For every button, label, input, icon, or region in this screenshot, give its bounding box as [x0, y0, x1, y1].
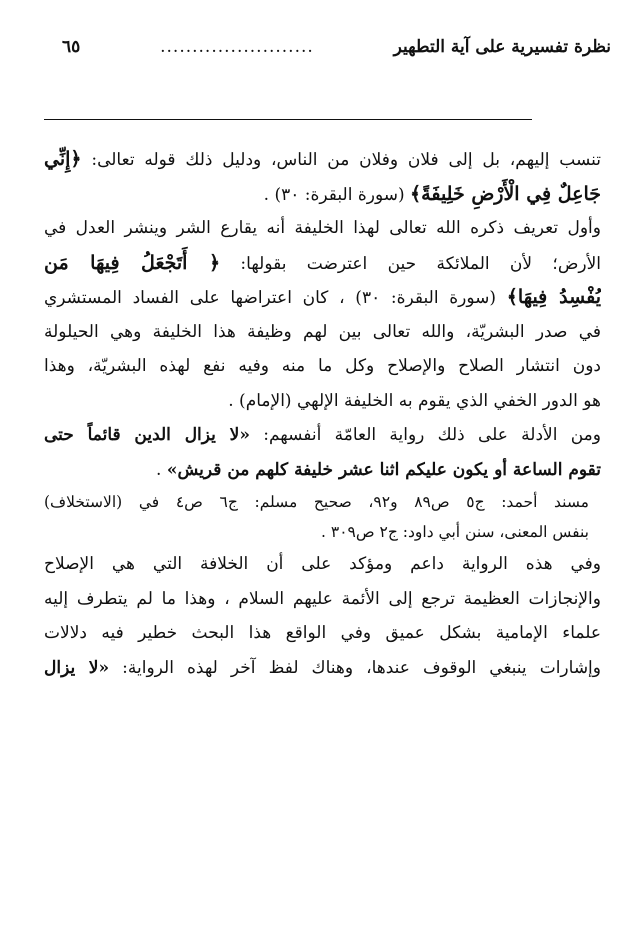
header-title: نظرة تفسيرية على آية التطهير: [393, 37, 611, 57]
header-leader-dots: ........................: [160, 37, 314, 57]
line-text: في صدر البشريّة، والله تعالى بين لهم وظيفة هذا الخليفة وهي الحيلولة: [44, 321, 601, 342]
running-header: [62, 32, 611, 62]
body-text: [44, 142, 601, 685]
page-number: ٦٥: [62, 37, 81, 57]
text-line: [44, 616, 601, 651]
line-text: وإشارات ينبغي الوقوف عندها، وهناك لفظ آخر لهذه الرواية:: [109, 657, 601, 678]
line-text: علماء الإمامية بشكل عميق وفي الواقع هذا البحث خطير فيه دلالات: [44, 623, 601, 643]
text-line: [44, 384, 601, 419]
header-rule: [44, 119, 532, 120]
quran-verse: ﴿إِنِّي: [44, 148, 82, 170]
line-text: وأول تعريف ذكره الله تعالى لهذا الخليفة أنه يقارع الشر وينشر العدل في: [44, 218, 601, 238]
hadith-quote: «لا يزال: [44, 657, 110, 678]
text-line: [44, 177, 601, 212]
paragraph-group-1: [44, 142, 601, 487]
reference-block: [44, 487, 601, 547]
text-line: [44, 280, 601, 315]
text-line: [44, 651, 601, 686]
line-text: دون انتشار الصلاح والإصلاح وكل ما منه وفيه نفع لهذه البشريّة، وهذا: [44, 356, 601, 376]
text-line: [44, 142, 601, 177]
reference-line: مسند أحمد: ج٥ ص٨٩ و٩٢، صحيح مسلم: ج٦ ص٤ في (الاستخلاف): [44, 493, 589, 511]
quran-verse: ﴿ أَتَجْعَلُ فِيهَا مَن: [44, 251, 221, 274]
text-line: [44, 211, 601, 246]
text-line: [44, 418, 601, 453]
quran-verse: يُفْسِدُ فِيهَا﴾: [506, 286, 601, 308]
line-text: وفي هذه الرواية داعم ومؤكد على أن الخلافة التي هي الإصلاح: [44, 554, 601, 574]
quran-verse: جَاعِلٌ فِي الْأَرْضِ خَلِيفَةً﴾: [410, 182, 601, 205]
line-text: هو الدور الخفي الذي يقوم به الخليفة الإلهي (الإمام) .: [228, 390, 601, 411]
line-text: ومن الأدلة على ذلك رواية العامّة أنفسهم:: [249, 425, 601, 445]
hadith-quote: تقوم الساعة أو يكون عليكم اثنا عشر خليفة كلهم من قريش»: [166, 459, 601, 480]
line-text: والإنجازات العظيمة ترجع إلى الأئمة عليهم السلام ، وهذا ما لم يتطرف إليه: [44, 588, 601, 609]
text-line: [44, 582, 601, 617]
line-text: الأرض؛ لأن الملائكة حين اعترضت بقولها:: [220, 253, 601, 274]
line-text: تنسب إليهم، بل إلى فلان وفلان من الناس، ودليل ذلك قوله تعالى:: [81, 150, 601, 170]
reference-line: بنفس المعنى، سنن أبي داود: ج٢ ص٣٠٩ .: [321, 523, 589, 541]
hadith-quote: «لا يزال الدين قائماً حتى: [44, 425, 250, 445]
text-line: [44, 349, 601, 384]
line-text: .: [156, 459, 167, 480]
text-line: [44, 453, 601, 488]
text-line: [44, 315, 601, 350]
line-text: (سورة البقرة: ٣٠) ، كان اعتراضها على الفساد المستشري: [44, 288, 507, 308]
paragraph-group-2: [44, 547, 601, 685]
line-text: (سورة البقرة: ٣٠) .: [263, 184, 411, 205]
text-line: [44, 246, 601, 281]
text-line: [44, 547, 601, 582]
